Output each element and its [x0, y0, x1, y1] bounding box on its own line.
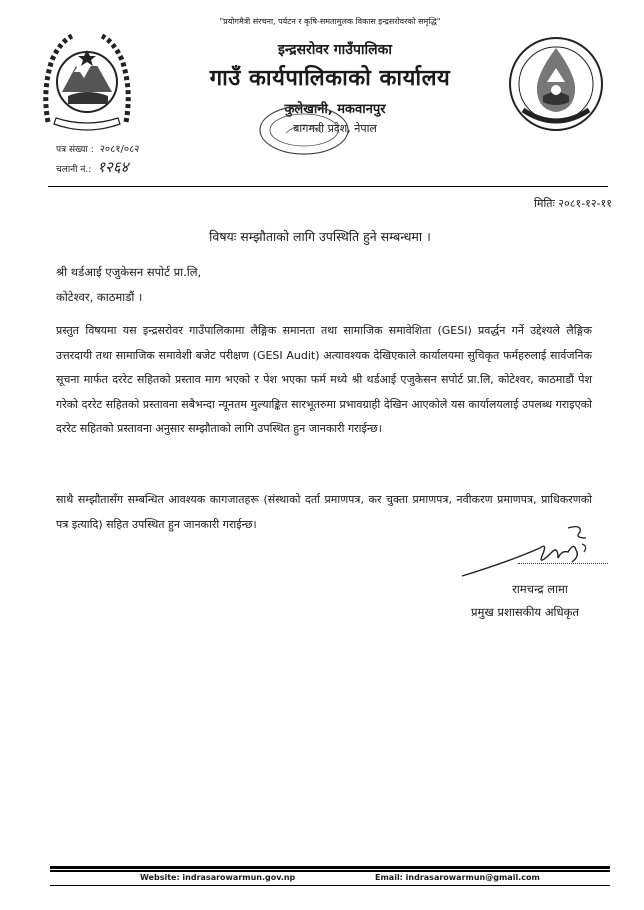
office-place: कुलेखानी, मकवानपुर — [284, 102, 386, 117]
letter-number-label: पत्र संख्या : — [56, 145, 94, 155]
nepal-emblem-logo — [38, 30, 136, 136]
dispatch-number — [56, 157, 128, 177]
letter-subject: विषयः सम्झौताको लागि उपस्थिति हुने सम्बन्धमा । — [209, 229, 431, 244]
signatory-title: प्रमुख प्रशासकीय अधिकृत — [471, 605, 579, 619]
body-paragraph-2: साथै सम्झौतासँग सम्बन्धित आवश्यक कागजातहरू (संस्थाको दर्ता प्रमाणपत्र, कर चुक्ता प्रमाणपत्र, नवीकरण प्रमाणपत्र, प्राधिकरणको पत्र इत्यादि) सहित उपस्थित हुन जानकारी गराईन्छ। — [56, 493, 592, 531]
dispatch-number-value: १२६४ — [97, 158, 129, 176]
footer-bottom-rule — [50, 885, 610, 886]
footer-divider-thick — [50, 866, 610, 869]
letter-number — [56, 141, 140, 155]
handwritten-signature — [448, 522, 618, 584]
province-name: बागमती प्रदेश, नेपाल — [293, 122, 377, 135]
body-paragraph-1: प्रस्तुत विषयमा यस इन्द्रसरोवर गाउँपालिकामा लैङ्गिक समानता तथा सामाजिक समावेशिता (GESI) प्रवर्द्धन गर्ने उद्देश्यले लैङ्गिक उत्तरदायी तथा सामाजिक समावेशी बजेट परीक्षण (GESI Audit) अत्यावश्यक देखिएकाले कार्यालयमा सुचिकृत फर्महरुलाई सार्वजनिक सूचना मार्फत दररेट सहितको प्रस्ताव माग भएको र पेश भएका फर्म मध्ये श्री थर्डआई एजुकेसन सपोर्ट प्रा.लि, कोटेश्वर, काठमाडौं पेश गरेको दररेट सहितको प्रस्तावना सबैभन्दा न्यूनतम मुल्याङ्कित सारभूतरुमा प्रभावग्राही देखिन आएकोले यस कार्यालयलाई उपलब्ध गराइएको दररेट सहितको प्रस्तावना अनुसार सम्झौताको लागि उपस्थित हुन जानकारी गराईन्छ। — [56, 324, 592, 435]
recipient-name: श्री थर्डआई एजुकेसन सपोर्ट प्रा.लि, — [56, 265, 202, 279]
org-name: इन्द्रसरोवर गाउँपालिका — [277, 42, 393, 58]
letter-date: मितिः २०८१-१२-११ — [534, 197, 612, 210]
letter-number-value: २०८१/०८२ — [99, 144, 140, 155]
footer-website: Website: indrasarowarmun.gov.np — [140, 873, 296, 882]
rural-municipality-logo — [505, 28, 607, 140]
signatory-name: रामचन्द्र लामा — [512, 582, 568, 596]
footer-divider — [50, 870, 610, 872]
footer-email: Email: indrasarowarmun@gmail.com — [375, 873, 540, 882]
recipient-address: कोटेश्वर, काठमाडौं । — [56, 290, 143, 304]
office-name: गाउँ कार्यपालिकाको कार्यालय — [209, 66, 451, 91]
header-divider — [48, 186, 608, 187]
signature-line — [518, 562, 608, 564]
tagline: "प्रयोगमैत्री संरचना, पर्यटन र कृषि-समतामुलक विकास इन्द्रसरोवरको समृद्धि" — [219, 17, 441, 26]
dispatch-number-label: चलानी नं.: — [56, 165, 92, 175]
office-stamp — [256, 103, 352, 157]
